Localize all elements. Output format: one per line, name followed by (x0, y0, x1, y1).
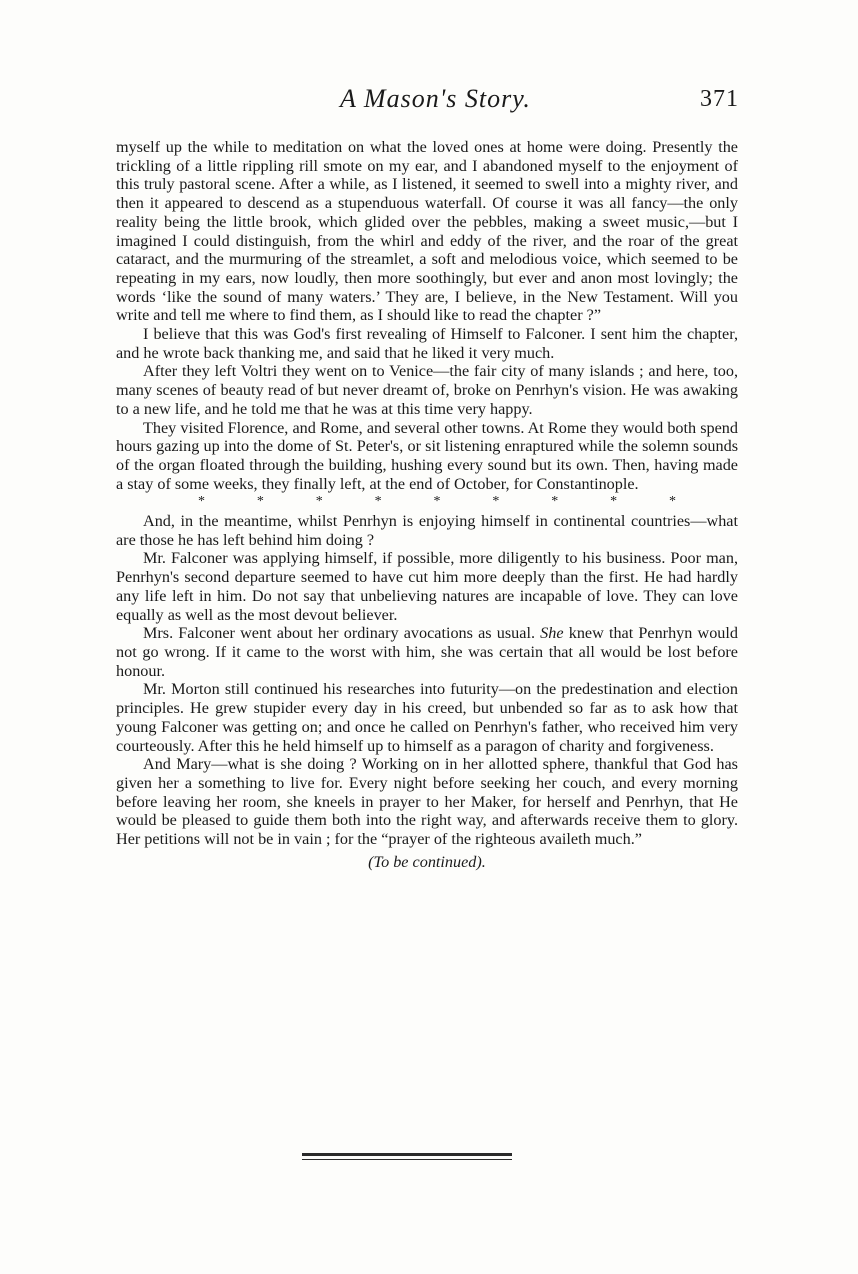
paragraph: And, in the meantime, whilst Penrhyn is enjoying himself in continental countries—what are those he has left behind him doing ? (116, 512, 738, 549)
end-rule-thin (302, 1159, 512, 1160)
paragraph: Mr. Falconer was applying himself, if possible, more diligently to his business. Poor man, Penrhyn's second departure seemed to have cut him more deeply than the first. He had hardly any life left in him. Do not say that unbelieving natures are incapable of love. They can love equally as well as the most devout believer. (116, 549, 738, 624)
section-separator (116, 493, 738, 512)
paragraph (116, 624, 738, 680)
separator-star: * (610, 494, 618, 510)
separator-star: * (256, 494, 264, 510)
paragraph-text: Mrs. Falconer went about her ordinary avocations as usual. (143, 624, 535, 643)
end-rule-thick (302, 1153, 512, 1156)
emphasis: She (540, 624, 564, 643)
page-number: 371 (700, 86, 739, 112)
paragraph-text: knew that Penrhyn would not go wrong. If it came to the worst with him, she was certain that all would be lost before honour. (116, 624, 738, 680)
paragraph: And Mary—what is she doing ? Working on in her allotted sphere, thankful that God has given her a something to live for. Every night before seeking her couch, and every morning before leaving her room, she kneels in prayer to her Maker, for herself and Penrhyn, that He would be pleased to guide them both into the right way, and afterwards receive them to glory. Her petitions will not be in vain ; for the “prayer of the righteous availeth much.” (116, 755, 738, 849)
to-be-continued: (To be continued). (368, 852, 486, 871)
body-text (116, 138, 738, 871)
separator-star: * (198, 494, 205, 510)
paragraph: I believe that this was God's first revealing of Himself to Falconer. I sent him the chapter, and he wrote back thanking me, and said that he liked it very much. (116, 325, 738, 362)
paragraph: After they left Voltri they went on to Venice—the fair city of many islands ; and here, too, many scenes of beauty read of but never dreamt of, broke on Penrhyn's vision. He was awaking to a new life, and he told me that he was at this time very happy. (116, 362, 738, 418)
paragraph: Mr. Morton still continued his researches into futurity—on the predestination and election principles. He grew stupider every day in his creed, but unbended so far as to ask how that young Falconer was getting on; and once he called on Penrhyn's father, who received him very courteously. After this he held himself up to himself as a paragon of charity and forgiveness. (116, 680, 738, 755)
separator-star: * (315, 494, 323, 510)
separator-star: * (669, 494, 676, 510)
running-head (0, 84, 858, 124)
separator-star: * (492, 494, 500, 510)
paragraph: myself up the while to meditation on what the loved ones at home were doing. Presently the trickling of a little rippling rill smote on my ear, and I abandoned myself to the enjoyment of this truly pastoral scene. After a while, as I listened, it seemed to swell into a mighty river, and then it appeared to descend as a stupenduous waterfall. Of course it was all fancy—the only reality being the little brook, which glided over the pebbles, making a sweet music,—but I imagined I could distinguish, from the whirl and eddy of the river, and the roar of the great cataract, and the murmuring of the streamlet, a soft and melodious voice, which seemed to be repeating in my ears, now loudly, then more soothingly, but ever and anon most lovingly; the words ‘like the sound of many waters.’ They are, I believe, in the New Testament. Will you write and tell me where to find them, as I should like to read the chapter ?” (116, 138, 738, 325)
separator-star: * (433, 494, 441, 510)
separator-star: * (374, 494, 382, 510)
separator-star: * (551, 494, 559, 510)
paragraph: They visited Florence, and Rome, and several other towns. At Rome they would both spend hours gazing up into the dome of St. Peter's, or sit listening enraptured while the solemn sounds of the organ floated through the building, hushing every sound but its own. Then, having made a stay of some weeks, they finally left, at the end of October, for Constantinople. (116, 418, 738, 493)
running-title: A Mason's Story. (340, 84, 531, 113)
